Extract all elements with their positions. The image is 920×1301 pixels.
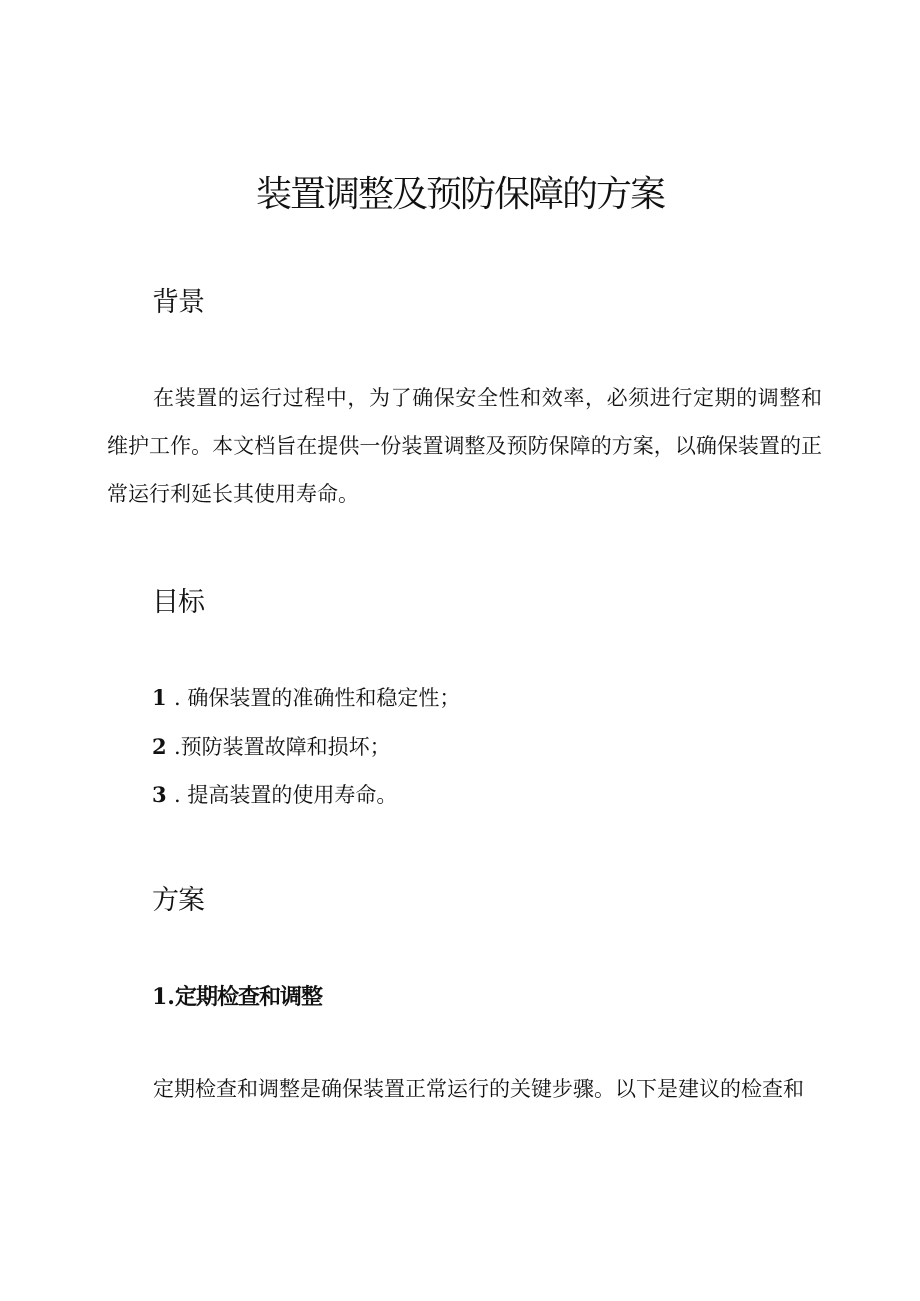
document-title: 装置调整及预防保障的方案 (255, 174, 664, 215)
section-heading-background: 背景 (152, 287, 204, 318)
goal-item-3-text: . 提高装置的使用寿命。 (174, 783, 398, 807)
goal-item-3-number: 3 (152, 782, 167, 807)
plan-subsection-1-title: 定期检查和调整 (174, 985, 322, 1010)
goal-item-2-text: .预防装置故障和损坏； (174, 735, 391, 759)
plan-subsection-1-paragraph: 定期检查和调整是确保装置正常运行的关键步骤。以下是建议的检查和 (153, 1077, 804, 1101)
plan-subsection-1-number: 1. (152, 984, 175, 1010)
goal-item-1 (152, 683, 460, 713)
plan-subsection-1-heading (152, 982, 322, 1013)
section-heading-goals: 目标 (152, 587, 204, 618)
goal-item-1-text: . 确保装置的准确性和稳定性； (174, 686, 461, 710)
background-paragraph: 在装置的运行过程中，为了确保安全性和效率，必须进行定期的调整和维护工作。本文档旨在提供一份装置调整及预防保障的方案，以确保装置的正常运行利延长其使用寿命。 (107, 386, 822, 506)
goal-item-2 (152, 732, 391, 762)
section-heading-plan: 方案 (152, 885, 204, 916)
goal-item-1-number: 1 (152, 685, 167, 710)
goal-item-2-number: 2 (152, 734, 167, 759)
goal-item-3 (152, 780, 397, 810)
